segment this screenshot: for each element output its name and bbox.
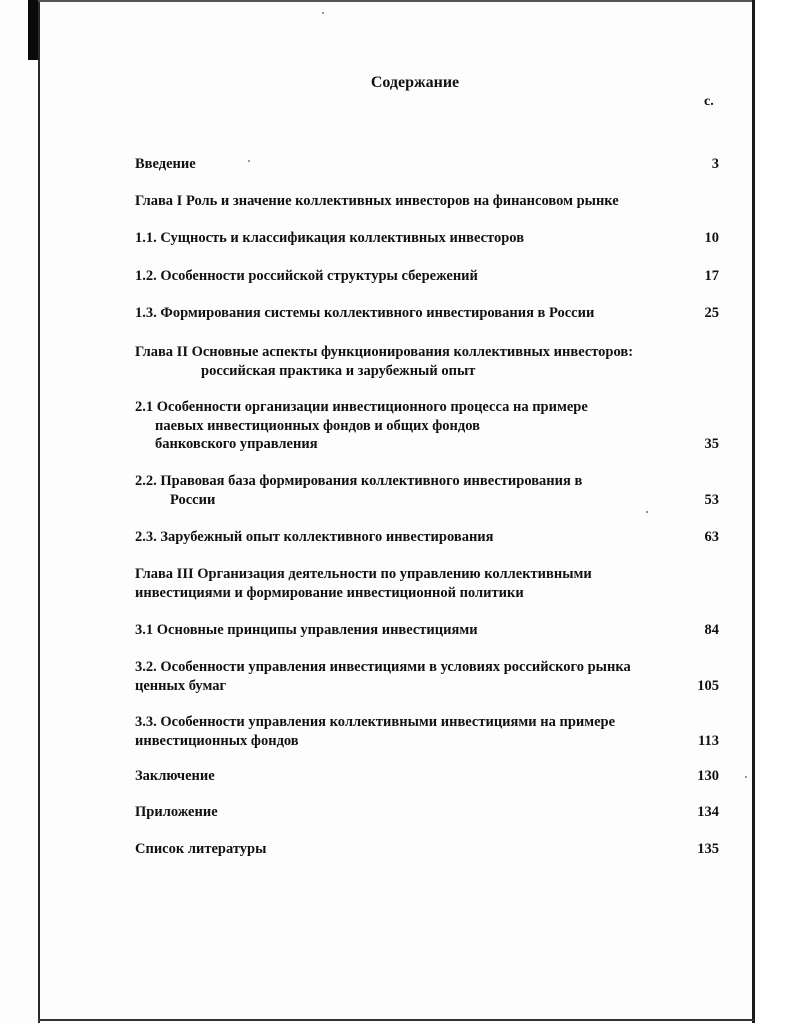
toc-entry-1-2 xyxy=(135,267,719,286)
toc-entry-page: 84 xyxy=(704,622,719,638)
toc-entry-page: 113 xyxy=(698,732,719,749)
toc-entry-title: 1.1. Сущность и классификация коллективных инвесторов xyxy=(135,230,525,246)
toc-entry-title-line: банковского управления xyxy=(155,436,318,452)
toc-entry-title: Введение xyxy=(135,156,196,172)
toc-entry-page: 3 xyxy=(711,156,719,172)
toc-entry-page: 53 xyxy=(704,491,719,508)
toc-entry-3-3 xyxy=(135,713,719,750)
page-title: Содержание xyxy=(370,74,460,91)
scan-artifact-top-edge xyxy=(38,0,758,2)
toc-entry-title: Приложение xyxy=(135,804,218,820)
toc-entry-title-line: паевых инвестиционных фондов и общих фондов xyxy=(155,417,480,434)
toc-entry-page: 10 xyxy=(704,230,719,246)
toc-chapter-2-heading xyxy=(135,343,719,380)
toc-entry-title: 2.3. Зарубежный опыт коллективного инвестирования xyxy=(135,529,494,545)
toc-entry-title-line: 2.1 Особенности организации инвестиционного процесса на примере xyxy=(135,399,588,415)
scan-speck xyxy=(745,776,747,778)
toc-entry-title-line: Глава III Организация деятельности по управлению коллективными xyxy=(135,566,592,582)
toc-entry-title-line: России xyxy=(170,491,216,508)
toc-entry-2-2 xyxy=(135,472,719,509)
toc-entry-page: 134 xyxy=(697,804,719,820)
toc-entry-title-line: российская практика и зарубежный опыт xyxy=(201,362,476,379)
toc-entry-introduction xyxy=(135,155,719,174)
toc-entry-2-3 xyxy=(135,528,719,547)
toc-chapter-3-heading xyxy=(135,565,719,602)
toc-entry-page: 63 xyxy=(704,529,719,545)
toc-entry-appendix xyxy=(135,803,719,822)
toc-entry-title-line: 2.2. Правовая база формирования коллективного инвестирования в xyxy=(135,473,583,489)
toc-entry-1-1 xyxy=(135,229,719,248)
toc-entry-title-line: инвестиционных фондов xyxy=(135,732,299,749)
toc-entry-3-2 xyxy=(135,658,719,695)
toc-entry-page: 105 xyxy=(697,677,719,694)
toc-entry-title: Список литературы xyxy=(135,841,267,857)
toc-entry-bibliography xyxy=(135,840,719,859)
scan-speck xyxy=(646,511,648,513)
toc-entry-page: 35 xyxy=(704,436,719,452)
toc-entry-title-line: инвестициями и формирование инвестиционной политики xyxy=(135,584,524,601)
toc-chapter-1-heading xyxy=(135,192,719,211)
toc-entry-title-line: Глава II Основные аспекты функционирования коллективных инвесторов: xyxy=(135,344,634,360)
toc-entry-title-line: 3.2. Особенности управления инвестициями в условиях российского рынка xyxy=(135,659,631,675)
toc-entry-page: 17 xyxy=(704,268,719,284)
toc-entry-conclusion xyxy=(135,767,719,786)
scan-margin-right xyxy=(755,0,791,1023)
toc-entry-title: 1.2. Особенности российской структуры сбережений xyxy=(135,268,478,284)
scan-speck xyxy=(322,12,324,14)
scan-artifact-left-edge xyxy=(38,0,40,1023)
toc-entry-page: 135 xyxy=(697,841,719,857)
toc-entry-2-1 xyxy=(135,398,719,454)
scan-artifact-bottom-edge xyxy=(38,1019,754,1021)
toc-entry-title: Заключение xyxy=(135,768,215,784)
toc-entry-title: Глава I Роль и значение коллективных инвесторов на финансовом рынке xyxy=(135,193,619,209)
toc-entry-title-line: ценных бумаг xyxy=(135,677,227,694)
toc-entry-title: 1.3. Формирования системы коллективного инвестирования в России xyxy=(135,305,595,321)
toc-entry-page: 130 xyxy=(697,768,719,784)
toc-entry-page: 25 xyxy=(704,305,719,321)
toc-entry-title: 3.1 Основные принципы управления инвестициями xyxy=(135,622,478,638)
toc-entry-1-3 xyxy=(135,304,719,323)
toc-entry-3-1 xyxy=(135,621,719,640)
toc-entry-title-line: 3.3. Особенности управления коллективными инвестициями на примере xyxy=(135,714,616,730)
page-column-label: с. xyxy=(704,94,714,109)
